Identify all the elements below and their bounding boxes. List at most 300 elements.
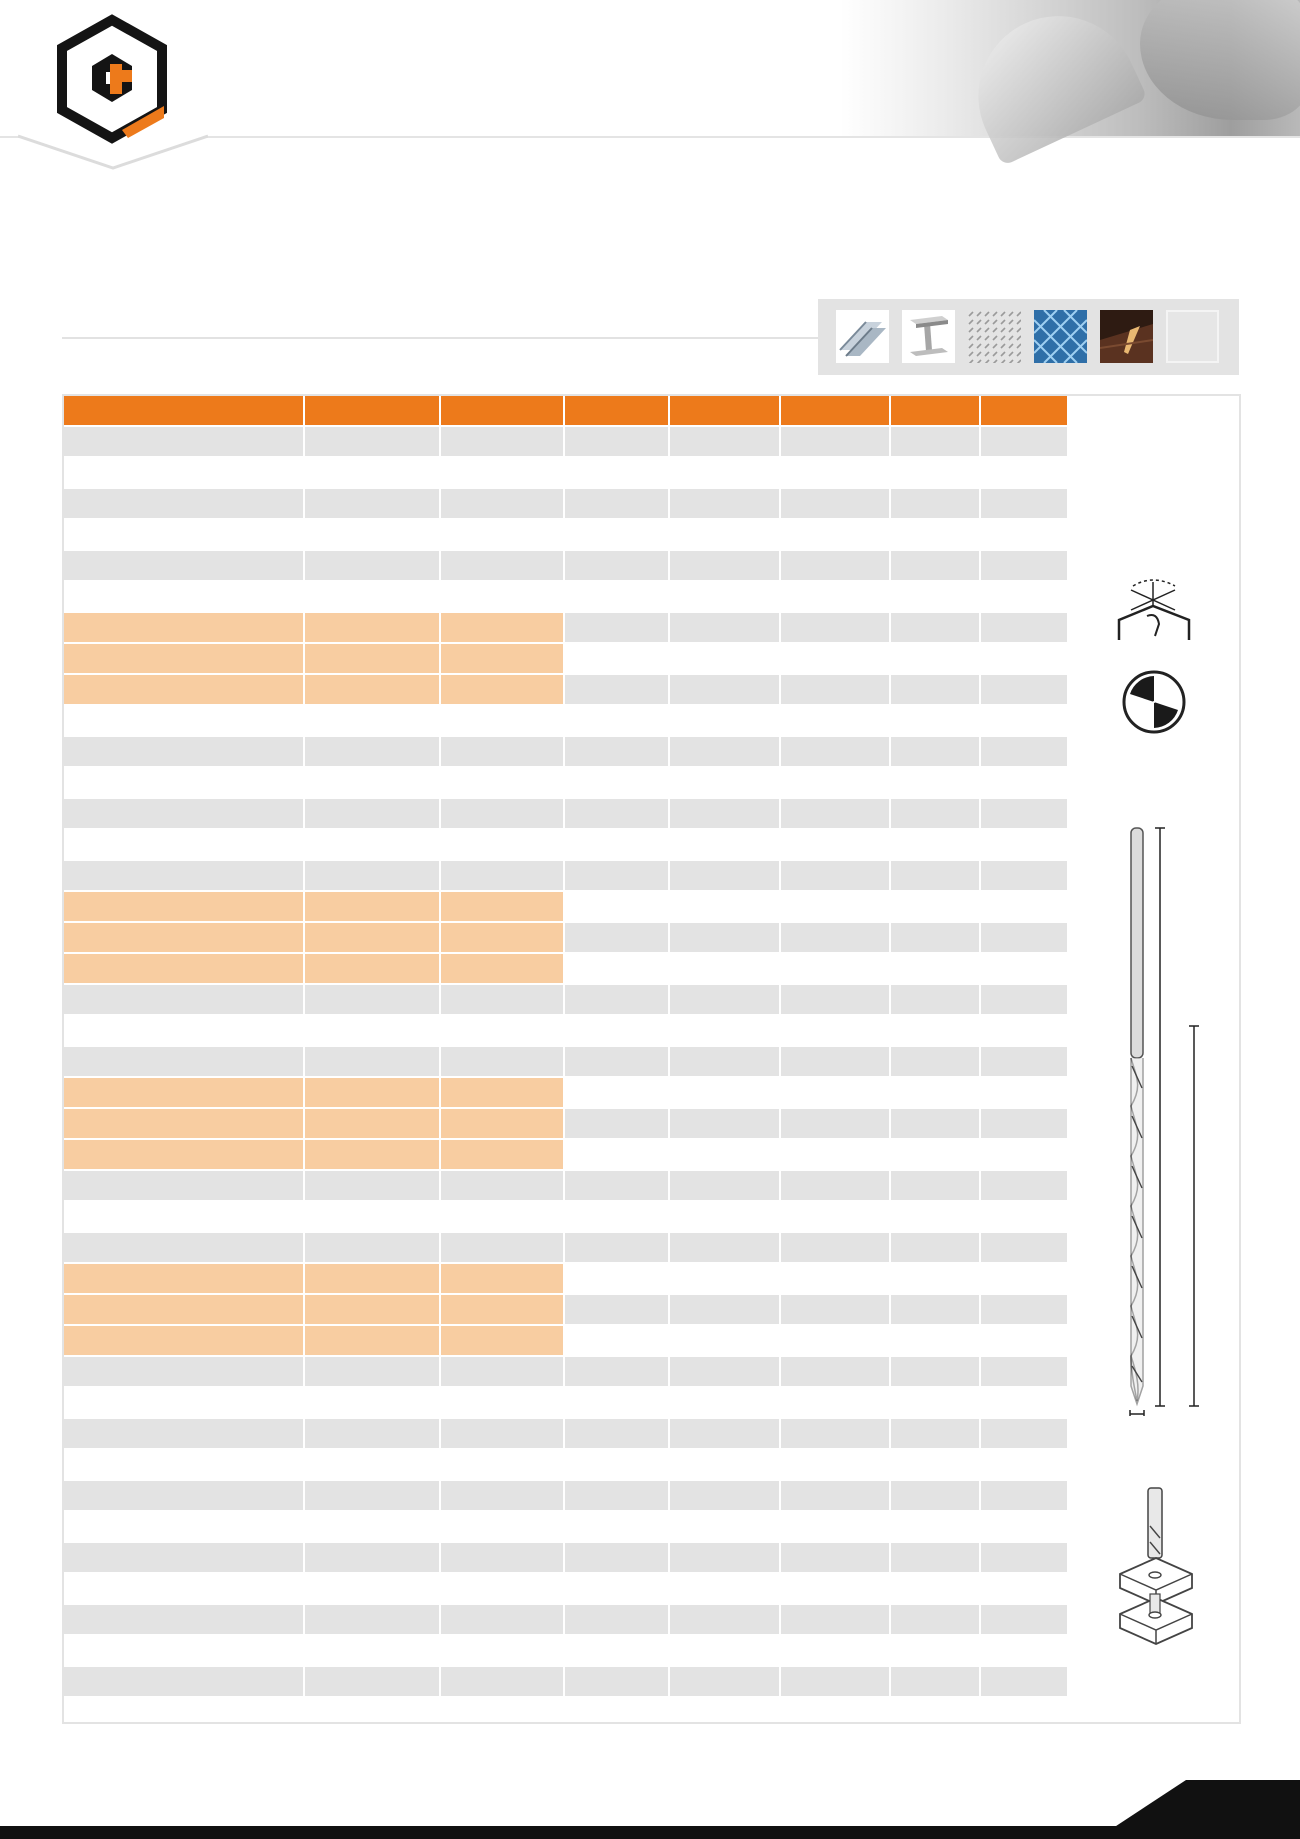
- table-cell: [981, 582, 1067, 611]
- table-cell: [565, 830, 668, 859]
- table-cell: [565, 1171, 668, 1200]
- table-cell: [565, 1512, 668, 1541]
- table-cell: [64, 861, 303, 890]
- table-cell: [891, 737, 979, 766]
- table-cell: [305, 1078, 439, 1107]
- table-cell: [891, 985, 979, 1014]
- table-cell: [305, 1574, 439, 1603]
- table-cell: [441, 551, 563, 580]
- table-cell: [441, 1636, 563, 1665]
- table-cell: [565, 1667, 668, 1696]
- table-cell: [565, 799, 668, 828]
- table-cell: [670, 706, 779, 735]
- table-cell: [441, 892, 563, 921]
- table-cell: [64, 1357, 303, 1386]
- table-cell: [441, 1605, 563, 1634]
- table-cell: [305, 520, 439, 549]
- table-cell: [891, 582, 979, 611]
- table-cell: [981, 1574, 1067, 1603]
- table-cell: [305, 1233, 439, 1262]
- table-cell: [64, 644, 303, 673]
- table-cell: [891, 954, 979, 983]
- table-cell: [565, 1109, 668, 1138]
- table-cell: [781, 1202, 889, 1231]
- divider-line: [62, 337, 822, 339]
- table-cell: [781, 1326, 889, 1355]
- table-header-cell: [781, 396, 889, 425]
- table-cell: [565, 458, 668, 487]
- table-cell: [565, 1481, 668, 1510]
- table-cell: [565, 954, 668, 983]
- table-cell: [565, 1016, 668, 1045]
- table-cell: [891, 1698, 979, 1727]
- table-cell: [981, 1140, 1067, 1169]
- blue-mesh-icon: [1034, 310, 1087, 363]
- table-cell: [781, 427, 889, 456]
- table-cell: [891, 427, 979, 456]
- table-cell: [565, 1388, 668, 1417]
- sheet-metal-icon: [836, 310, 889, 363]
- table-cell: [981, 737, 1067, 766]
- table-cell: [781, 613, 889, 642]
- table-cell: [441, 489, 563, 518]
- table-cell: [891, 1481, 979, 1510]
- table-cell: [981, 1171, 1067, 1200]
- table-cell: [64, 489, 303, 518]
- table-cell: [981, 551, 1067, 580]
- table-cell: [64, 1016, 303, 1045]
- table-cell: [981, 1357, 1067, 1386]
- table-cell: [781, 768, 889, 797]
- table-cell: [441, 1357, 563, 1386]
- table-cell: [305, 737, 439, 766]
- table-cell: [441, 1419, 563, 1448]
- table-cell: [670, 613, 779, 642]
- table-cell: [670, 1326, 779, 1355]
- table-cell: [891, 520, 979, 549]
- table-cell: [64, 551, 303, 580]
- table-cell: [670, 923, 779, 952]
- table-cell: [441, 1016, 563, 1045]
- table-cell: [981, 1295, 1067, 1324]
- table-cell: [981, 985, 1067, 1014]
- table-cell: [891, 551, 979, 580]
- table-cell: [781, 985, 889, 1014]
- table-cell: [981, 1419, 1067, 1448]
- table-cell: [305, 799, 439, 828]
- table-cell: [441, 1295, 563, 1324]
- table-cell: [441, 923, 563, 952]
- table-cell: [781, 1357, 889, 1386]
- table-cell: [565, 1574, 668, 1603]
- table-cell: [670, 675, 779, 704]
- table-cell: [781, 737, 889, 766]
- table-cell: [305, 1140, 439, 1169]
- table-cell: [441, 1512, 563, 1541]
- table-cell: [441, 1047, 563, 1076]
- table-cell: [64, 582, 303, 611]
- table-cell: [441, 1481, 563, 1510]
- table-cell: [64, 675, 303, 704]
- table-cell: [891, 458, 979, 487]
- table-cell: [64, 1078, 303, 1107]
- table-cell: [981, 1605, 1067, 1634]
- table-cell: [565, 1264, 668, 1293]
- table-cell: [670, 1605, 779, 1634]
- table-cell: [670, 1233, 779, 1262]
- drilling-through-sheets-icon: [1110, 1486, 1202, 1666]
- table-cell: [565, 427, 668, 456]
- table-cell: [441, 644, 563, 673]
- table-cell: [441, 1667, 563, 1696]
- material-icons-strip: [818, 299, 1239, 375]
- table-cell: [670, 1450, 779, 1479]
- table-cell: [981, 1326, 1067, 1355]
- product-table-frame: [62, 394, 1241, 1724]
- table-cell: [305, 1667, 439, 1696]
- table-cell: [64, 1233, 303, 1262]
- table-cell: [305, 1450, 439, 1479]
- table-cell: [565, 985, 668, 1014]
- table-cell: [64, 1667, 303, 1696]
- table-cell: [891, 923, 979, 952]
- table-cell: [981, 830, 1067, 859]
- table-cell: [981, 1450, 1067, 1479]
- table-cell: [781, 1078, 889, 1107]
- table-cell: [981, 768, 1067, 797]
- table-header-cell: [981, 396, 1067, 425]
- table-header-cell: [64, 396, 303, 425]
- table-cell: [891, 1326, 979, 1355]
- footer-bar: [0, 1826, 1300, 1839]
- table-cell: [670, 489, 779, 518]
- table-cell: [670, 458, 779, 487]
- table-cell: [565, 1450, 668, 1479]
- table-cell: [670, 1171, 779, 1200]
- table-cell: [781, 1512, 889, 1541]
- table-cell: [670, 1574, 779, 1603]
- table-cell: [305, 458, 439, 487]
- table-cell: [781, 1047, 889, 1076]
- table-cell: [305, 675, 439, 704]
- table-cell: [981, 1636, 1067, 1665]
- table-cell: [670, 892, 779, 921]
- table-cell: [305, 861, 439, 890]
- table-cell: [981, 892, 1067, 921]
- table-cell: [781, 1543, 889, 1572]
- table-cell: [441, 1574, 563, 1603]
- table-cell: [981, 1078, 1067, 1107]
- table-cell: [64, 1574, 303, 1603]
- table-cell: [981, 1543, 1067, 1572]
- table-cell: [565, 1202, 668, 1231]
- table-cell: [891, 1636, 979, 1665]
- table-cell: [891, 1202, 979, 1231]
- table-cell: [441, 1698, 563, 1727]
- table-cell: [670, 1295, 779, 1324]
- table-cell: [441, 1140, 563, 1169]
- table-cell: [64, 1388, 303, 1417]
- table-cell: [670, 520, 779, 549]
- table-cell: [891, 644, 979, 673]
- table-cell: [565, 582, 668, 611]
- table-cell: [441, 1388, 563, 1417]
- wood-icon: [1100, 310, 1153, 363]
- table-cell: [670, 1419, 779, 1448]
- table-cell: [441, 1109, 563, 1138]
- table-cell: [565, 675, 668, 704]
- table-cell: [891, 1295, 979, 1324]
- table-cell: [565, 1233, 668, 1262]
- table-cell: [565, 1140, 668, 1169]
- table-cell: [981, 799, 1067, 828]
- table-cell: [565, 706, 668, 735]
- table-cell: [565, 1543, 668, 1572]
- table-cell: [305, 985, 439, 1014]
- table-cell: [891, 830, 979, 859]
- table-cell: [64, 1202, 303, 1231]
- table-cell: [565, 768, 668, 797]
- table-cell: [441, 1202, 563, 1231]
- table-cell: [670, 768, 779, 797]
- table-cell: [64, 1171, 303, 1200]
- table-cell: [64, 1636, 303, 1665]
- table-cell: [305, 892, 439, 921]
- table-cell: [305, 954, 439, 983]
- table-cell: [891, 1543, 979, 1572]
- table-cell: [441, 1264, 563, 1293]
- table-cell: [305, 1202, 439, 1231]
- table-cell: [670, 1264, 779, 1293]
- table-cell: [64, 1326, 303, 1355]
- table-cell: [441, 1543, 563, 1572]
- table-cell: [565, 1078, 668, 1107]
- table-cell: [981, 706, 1067, 735]
- table-cell: [305, 923, 439, 952]
- table-cell: [441, 1450, 563, 1479]
- table-cell: [441, 799, 563, 828]
- table-cell: [305, 613, 439, 642]
- table-cell: [305, 551, 439, 580]
- table-cell: [781, 1698, 889, 1727]
- table-cell: [64, 1481, 303, 1510]
- table-cell: [781, 1140, 889, 1169]
- table-cell: [781, 1388, 889, 1417]
- table-cell: [781, 1636, 889, 1665]
- table-cell: [781, 1574, 889, 1603]
- table-cell: [891, 1264, 979, 1293]
- table-cell: [64, 1698, 303, 1727]
- table-cell: [781, 1171, 889, 1200]
- table-cell: [670, 861, 779, 890]
- table-cell: [670, 1078, 779, 1107]
- table-cell: [64, 1605, 303, 1634]
- table-cell: [565, 613, 668, 642]
- table-cell: [64, 954, 303, 983]
- table-cell: [981, 1512, 1067, 1541]
- table-cell: [441, 1326, 563, 1355]
- table-cell: [441, 768, 563, 797]
- table-cell: [670, 1512, 779, 1541]
- table-cell: [981, 675, 1067, 704]
- table-cell: [670, 1047, 779, 1076]
- table-cell: [305, 706, 439, 735]
- table-cell: [891, 1450, 979, 1479]
- table-cell: [981, 1667, 1067, 1696]
- table-cell: [670, 1140, 779, 1169]
- table-cell: [981, 1109, 1067, 1138]
- table-cell: [305, 830, 439, 859]
- table-header-cell: [565, 396, 668, 425]
- table-cell: [305, 1636, 439, 1665]
- table-cell: [981, 954, 1067, 983]
- table-cell: [441, 458, 563, 487]
- table-cell: [305, 582, 439, 611]
- table-cell: [565, 1698, 668, 1727]
- table-cell: [981, 489, 1067, 518]
- table-cell: [781, 1233, 889, 1262]
- table-cell: [670, 1636, 779, 1665]
- table-cell: [891, 1016, 979, 1045]
- table-cell: [441, 1233, 563, 1262]
- table-cell: [670, 954, 779, 983]
- table-cell: [781, 489, 889, 518]
- header-photo: [840, 0, 1300, 136]
- table-cell: [64, 427, 303, 456]
- table-cell: [670, 1016, 779, 1045]
- table-cell: [64, 1264, 303, 1293]
- table-cell: [670, 799, 779, 828]
- table-cell: [64, 706, 303, 735]
- table-cell: [781, 1295, 889, 1324]
- table-cell: [781, 830, 889, 859]
- table-cell: [441, 427, 563, 456]
- table-cell: [981, 1233, 1067, 1262]
- table-cell: [565, 489, 668, 518]
- table-cell: [305, 1419, 439, 1448]
- table-cell: [441, 737, 563, 766]
- table-cell: [781, 675, 889, 704]
- table-cell: [64, 830, 303, 859]
- blank-material-icon: [1166, 310, 1219, 363]
- table-cell: [670, 985, 779, 1014]
- table-cell: [64, 1109, 303, 1138]
- table-cell: [64, 1543, 303, 1572]
- table-cell: [305, 1543, 439, 1572]
- table-cell: [891, 1512, 979, 1541]
- table-header-cell: [670, 396, 779, 425]
- table-cell: [565, 1636, 668, 1665]
- table-cell: [565, 644, 668, 673]
- table-cell: [981, 923, 1067, 952]
- table-cell: [781, 1419, 889, 1448]
- table-cell: [64, 1047, 303, 1076]
- table-cell: [781, 861, 889, 890]
- table-cell: [981, 1047, 1067, 1076]
- table-cell: [781, 1109, 889, 1138]
- table-cell: [64, 613, 303, 642]
- table-cell: [64, 737, 303, 766]
- table-cell: [64, 1419, 303, 1448]
- table-cell: [565, 551, 668, 580]
- table-cell: [781, 1667, 889, 1696]
- table-cell: [981, 1481, 1067, 1510]
- table-cell: [305, 1357, 439, 1386]
- table-cell: [891, 799, 979, 828]
- table-cell: [981, 1202, 1067, 1231]
- table-cell: [891, 675, 979, 704]
- table-cell: [891, 1047, 979, 1076]
- table-cell: [565, 861, 668, 890]
- table-cell: [670, 1543, 779, 1572]
- table-cell: [891, 892, 979, 921]
- table-cell: [565, 892, 668, 921]
- table-cell: [305, 768, 439, 797]
- table-cell: [781, 551, 889, 580]
- table-cell: [305, 489, 439, 518]
- table-cell: [781, 1264, 889, 1293]
- table-cell: [441, 985, 563, 1014]
- table-cell: [64, 923, 303, 952]
- table-cell: [981, 427, 1067, 456]
- table-cell: [305, 1109, 439, 1138]
- table-cell: [305, 1605, 439, 1634]
- table-cell: [565, 1047, 668, 1076]
- table-cell: [891, 1357, 979, 1386]
- table-cell: [565, 1605, 668, 1634]
- table-cell: [891, 1140, 979, 1169]
- table-cell: [781, 1481, 889, 1510]
- table-cell: [305, 427, 439, 456]
- table-cell: [781, 1016, 889, 1045]
- table-cell: [891, 706, 979, 735]
- table-cell: [670, 1202, 779, 1231]
- table-cell: [64, 985, 303, 1014]
- tread-plate-icon: [968, 310, 1021, 363]
- table-cell: [891, 489, 979, 518]
- table-cell: [64, 1140, 303, 1169]
- table-cell: [64, 1512, 303, 1541]
- table-cell: [565, 1295, 668, 1324]
- table-cell: [781, 1450, 889, 1479]
- table-cell: [891, 1605, 979, 1634]
- table-cell: [891, 861, 979, 890]
- table-cell: [64, 520, 303, 549]
- table-cell: [670, 1698, 779, 1727]
- table-cell: [781, 954, 889, 983]
- table-cell: [891, 1667, 979, 1696]
- table-cell: [981, 644, 1067, 673]
- table-cell: [781, 892, 889, 921]
- table-cell: [305, 1481, 439, 1510]
- table-cell: [781, 458, 889, 487]
- table-cell: [891, 768, 979, 797]
- point-angle-icon: [1113, 572, 1195, 652]
- brand-logo-icon: [52, 14, 172, 144]
- table-cell: [441, 861, 563, 890]
- table-cell: [981, 1698, 1067, 1727]
- steel-beam-icon: [902, 310, 955, 363]
- table-cell: [305, 644, 439, 673]
- table-cell: [981, 1016, 1067, 1045]
- table-cell: [781, 799, 889, 828]
- table-cell: [670, 427, 779, 456]
- table-cell: [781, 923, 889, 952]
- split-point-icon: [1120, 668, 1188, 736]
- table-cell: [565, 923, 668, 952]
- table-cell: [441, 613, 563, 642]
- table-cell: [981, 1388, 1067, 1417]
